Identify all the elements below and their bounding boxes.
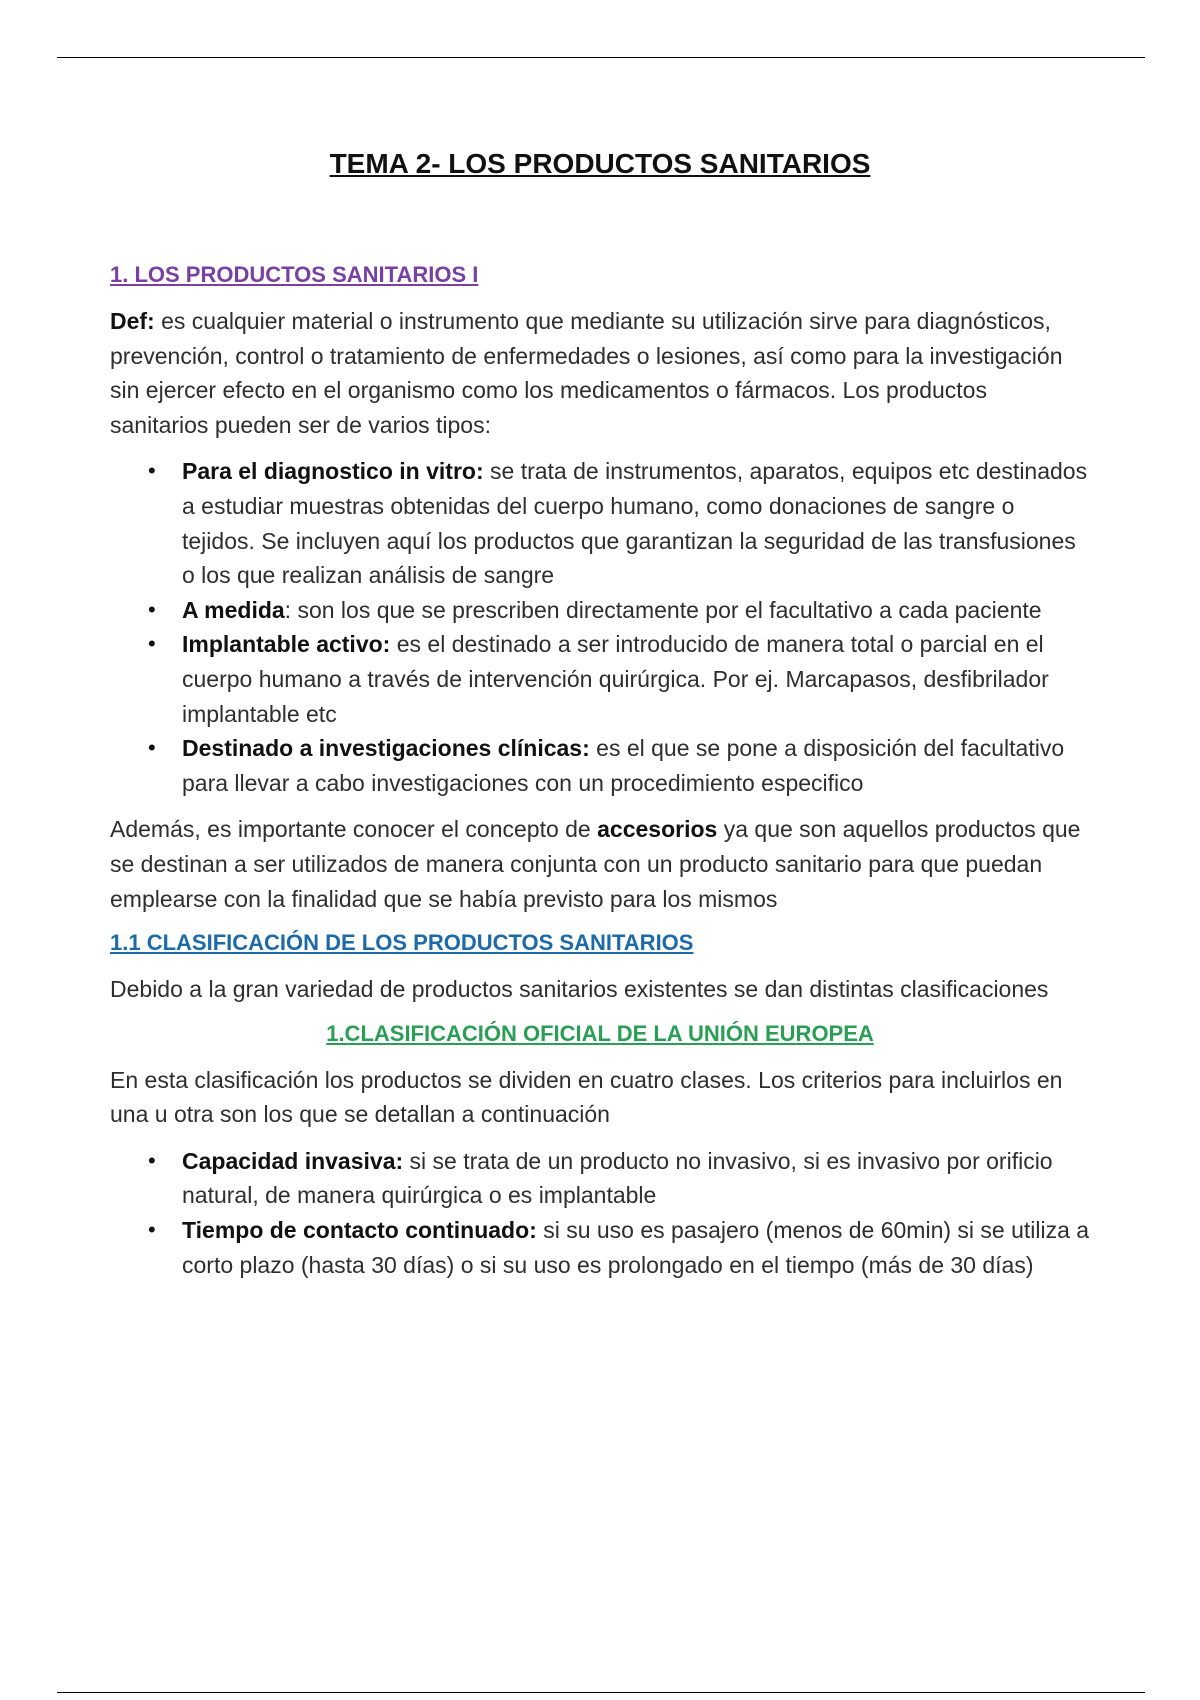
- subsection-heading-clasificacion-ue: 1.CLASIFICACIÓN OFICIAL DE LA UNIÓN EUROPEA: [326, 1020, 874, 1046]
- accessories-pre-text: Además, es importante conocer el concepto de: [110, 816, 598, 843]
- definition-label: Def:: [110, 308, 155, 334]
- header-rule: [57, 57, 1145, 58]
- classification-intro: Debido a la gran variedad de productos sanitarios existentes se dan distintas clasificaciones: [110, 976, 1049, 1003]
- accessories-post-text: ya que son aquellos productos que se destinan a ser utilizados de manera conjunta con un producto sanitario para que puedan emplearse con la finalidad que se había previsto para los mismos: [110, 816, 1081, 912]
- footer-rule: [57, 1692, 1145, 1693]
- bullet-icon: •: [148, 735, 156, 761]
- list-item: [148, 454, 1090, 592]
- list-item: [148, 731, 1090, 800]
- bullet-icon: •: [148, 631, 156, 657]
- list-item: [148, 627, 1090, 731]
- section-heading-productos-sanitarios: 1. LOS PRODUCTOS SANITARIOS I: [110, 262, 479, 287]
- bullet-icon: •: [148, 458, 156, 484]
- definition-text: es cualquier material o instrumento que mediante su utilización sirve para diagnósticos, prevención, control o tratamiento de enfermedades o lesiones, así como para la investigación sin ejercer efecto en el organismo como los medicamentos o fármacos. Los productos sanitarios pueden ser de varios tipos:: [110, 308, 1063, 438]
- product-types-list: [110, 454, 1090, 800]
- list-item-text: si su uso es pasajero (menos de 60min) si se utiliza a corto plazo (hasta 30 días) o si su uso es prolongado en el tiempo (más de 30 días): [182, 1217, 1090, 1278]
- list-item: [148, 1213, 1090, 1282]
- list-item-text: si se trata de un producto no invasivo, si es invasivo por orificio natural, de manera quirúrgica o es implantable: [182, 1147, 1053, 1209]
- criteria-list: [110, 1144, 1090, 1282]
- bullet-icon: •: [148, 596, 156, 622]
- eu-classification-intro: En esta clasificación los productos se dividen en cuatro clases. Los criterios para incluirlos en una u otra son los que se detallan a continuación: [110, 1066, 1063, 1128]
- list-item-text: es el que se pone a disposición del facultativo para llevar a cabo investigaciones con un procedimiento especifico: [182, 735, 1065, 796]
- list-item: [148, 593, 1090, 628]
- list-item: [148, 1144, 1090, 1213]
- list-item-label: Implantable activo:: [182, 631, 391, 658]
- list-item-label: A medida: [182, 596, 285, 623]
- list-item-text: : son los que se prescriben directamente por el facultativo a cada paciente: [284, 596, 1042, 623]
- page-title: TEMA 2- LOS PRODUCTOS SANITARIOS: [329, 148, 871, 179]
- document-body: [110, 258, 1090, 1282]
- list-item-text: es el destinado a ser introducido de manera total o parcial en el cuerpo humano a través de intervención quirúrgica. Por ej. Marcapasos, desfibrilador implantable etc: [182, 631, 1049, 727]
- section-heading-clasificacion: 1.1 CLASIFICACIÓN DE LOS PRODUCTOS SANITARIOS: [110, 930, 694, 956]
- accessories-paragraph: [110, 812, 1090, 916]
- accessories-term: accesorios: [597, 816, 718, 843]
- list-item-label: Destinado a investigaciones clínicas:: [182, 735, 590, 762]
- bullet-icon: •: [148, 1147, 156, 1173]
- list-item-text: se trata de instrumentos, aparatos, equipos etc destinados a estudiar muestras obtenidas del cuerpo humano, como donaciones de sangre o tejidos. Se incluyen aquí los productos que garantizan la seguridad de las transfusiones o los que realizan análisis de sangre: [182, 458, 1088, 589]
- list-item-label: Tiempo de contacto continuado:: [182, 1217, 537, 1244]
- list-item-label: Para el diagnostico in vitro:: [182, 458, 484, 485]
- definition-paragraph: [110, 304, 1090, 442]
- bullet-icon: •: [148, 1217, 156, 1243]
- list-item-label: Capacidad invasiva:: [182, 1147, 404, 1174]
